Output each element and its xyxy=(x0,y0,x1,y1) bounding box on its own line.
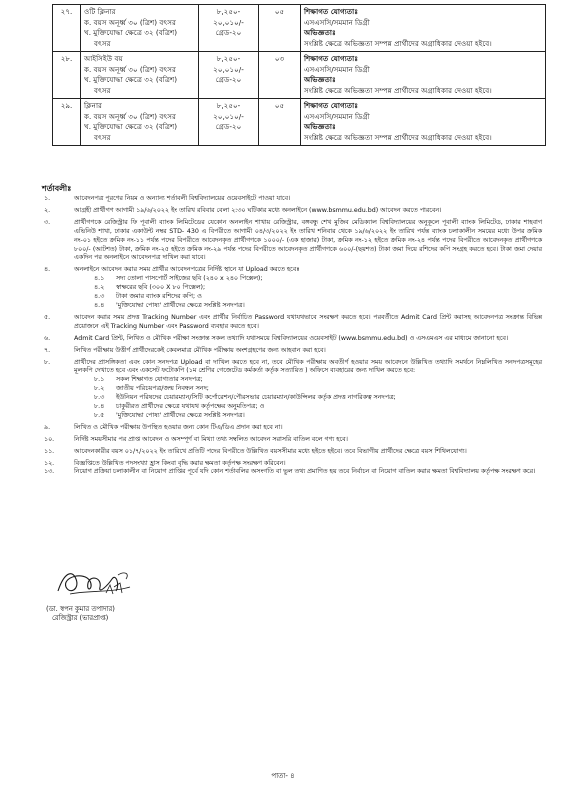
item-text: আবেদনকারীর বয়স ০১/৭/২০২২ ইং তারিখে প্রতিটি পদের বিপরীতে উল্লিখিত বয়সসীমার মধ্যে হইতে হইবে। তবে বিভাগীয় প্রার্থীদের ক্ষেত্রে বয়স শিথিলযোগ্য। xyxy=(74,447,467,455)
item-number: ১২. xyxy=(44,459,55,467)
sub-item-text: জাতীয় পরিচয়পত্র/জন্ম নিবন্ধন সনদ; xyxy=(116,385,209,393)
serial-cell: ২৮. xyxy=(53,52,81,99)
table-row xyxy=(53,5,546,52)
sub-item-text: টাকা জমার ব্যাংক রশিদের কপি; ও xyxy=(116,293,202,301)
sub-item xyxy=(42,284,542,293)
qualification-heading: শিক্ষাগত যোগ্যতাঃ xyxy=(304,101,359,110)
item-number: ৫. xyxy=(44,313,51,321)
sub-item-number: ৪.২ xyxy=(94,284,105,292)
post-count-cell: ০৩ xyxy=(259,52,301,99)
age-limit: ক. বয়স অনূর্ধ্ব ৩০ (ত্রিশ) বৎসর xyxy=(84,17,176,27)
terms-list xyxy=(42,195,542,477)
item-number: ১. xyxy=(44,195,51,202)
list-item xyxy=(42,347,542,356)
item-number: ৬. xyxy=(44,334,51,342)
item-text: আগ্রহী প্রার্থীগণ আগামী ১৯/৬/২০২২ ইং তারিখ রবিবার বেলা ২:৩০ ঘটিকার মধ্যে অনলাইনে (www.bsmmu.edu.bd) আবেদন করতে পারবেন। xyxy=(74,206,442,214)
post-name: ক্লিনার xyxy=(84,101,103,110)
item-number: ৮. xyxy=(44,358,51,366)
sub-item-text: স্বাক্ষরের ছবি (৩০০ X ৮০ পিক্সেল); xyxy=(116,284,206,292)
sub-item xyxy=(42,293,542,302)
pay-scale-min: ৮,২৫০- xyxy=(216,7,241,16)
pay-grade: গ্রেড-২০ xyxy=(215,75,242,84)
sub-item xyxy=(42,302,542,311)
sub-item-text: ইউনিয়ন পরিষদের চেয়ারম্যান/সিটি কর্পোরেশন/পৌরসভার চেয়ারম্যান/কাউন্সিলর কর্তৃক প্রদত্ত নাগরিকত্ব সনদপত্র; xyxy=(116,394,396,402)
list-item xyxy=(42,207,542,216)
sub-item xyxy=(42,376,542,385)
experience-text: সংশ্লিষ্ট ক্ষেত্রে অভিজ্ঞতা সম্পন্ন প্রার্থীদের অগ্রাধিকার দেওয়া হইবে। xyxy=(304,38,492,48)
age-unit: বৎসর xyxy=(94,132,111,142)
item-text: প্রার্থীগণকে রেজিস্ট্রার ফি পূবালী ব্যাংক লিমিটেডের যেকোন অনলাইন শাখায় রেজিস্ট্রার, বঙ্গবন্ধু শেখ মুজিব মেডিক্যাল বিশ্ববিদ্যালয়ের অনুকূলে পূবালী ব্যাংক লিমিটেড, ঢাকার শাহবাগ এভিনিউ শাখা, ঢাকার একাউন্ট নম্বর STD- 430 এ বিপরীতে আগামী ০৪/৩/২০২২ ইং তারিখ শনিবার থেকে ১৯/৬/২০২২ ইং তারিখ পর্যন্ত ব্যাংক চলাকালীন সময়ের মধ্যে উপর ক্রমিক নং-০১ হইতে ক্রমিক নং-১১ পর্যন্ত পদের বিপরীতে আবেদনকৃত প্রার্থীগণকে ১০০০/- (এক হাজার) টাকা, ক্রমিক নং-১২ হইতে ক্রমিক নং-২৪ পর্যন্ত পদের বিপরীতে আবেদনকৃত প্রার্থীগণকে ৮০০/- (আটশত) টাকা, ক্রমিক নং-২৫ হইতে ক্রমিক নং-২৯ পর্যন্ত পদের বিপরীতে আবেদনকৃত প্রার্থীগণকে ৬০০/-(ছয়শত) টাকা জমা দিয়ে রশিদের কপি সংগ্রহ করতে হবে। টাকা জমা দেয়ার একদিন পর অনলাইনে আবেদনপত্র দাখিল করা যাবে। xyxy=(74,218,542,262)
sub-item xyxy=(42,412,542,421)
signatory-name: (ডা. স্বপন কুমার তপাদার) xyxy=(46,605,115,613)
item-number: ২. xyxy=(44,206,51,214)
pay-scale-max: ২০,০১০/- xyxy=(213,111,244,121)
pay-scale-max: ২০,০১০/- xyxy=(213,17,244,27)
sub-item-text: চাকুরীরত প্রার্থীদের ক্ষেত্রে যথাযথ কর্তৃপক্ষের অনুমতিপত্র; ও xyxy=(116,403,265,411)
item-text: নিয়োগ প্রক্রিয়া চলাকালীন বা নিয়োগ প্রাপ্তির পূর্বে যদি কোন শর্তাবলির অসংগতি বা ভুল তথ্য প্রমাণিত হয় তবে নির্বাচন বা নিয়োগ বাতিল করার ক্ষমতা বিশ্ববিদ্যালয় কর্তৃপক্ষ সংরক্ষণ করে। xyxy=(74,468,536,476)
sub-item-number: ৪.৪ xyxy=(94,301,105,309)
qualification-text: এসএসসি/সমমান ডিগ্রী xyxy=(304,64,370,74)
sub-item xyxy=(42,385,542,394)
qualification-text: এসএসসি/সমমান ডিগ্রী xyxy=(304,111,370,121)
post-count-cell: ০৫ xyxy=(259,5,301,52)
sub-item-number: ৮.২ xyxy=(94,385,105,393)
page-number: পাতা- ৪ xyxy=(271,772,295,780)
sub-item-number: ৪.৩ xyxy=(94,293,105,301)
item-text: Admit Card প্রিন্ট, লিখিত ও মৌখিক পরীক্ষা সংক্রান্ত সকল তথ্যাদি যথাসময়ে বিশ্ববিদ্যালয়ের ওয়েবসাইট (www.bsmmu.edu.bd) ও এসএমএস এর মাধ্যমে জানানো হবে। xyxy=(74,334,509,342)
qualification-cell xyxy=(301,99,546,146)
qualification-cell xyxy=(301,5,546,52)
terms-heading: শর্তাবলীঃ xyxy=(42,184,72,193)
item-text: আবেদনপত্র পূরণের নিয়ম ও অন্যান্য শর্তাবলী বিশ্ববিদ্যালয়ের ওয়েবসাইটে পাওয়া যাবে। xyxy=(74,195,291,202)
sub-item-number: ৪.১ xyxy=(94,275,105,283)
post-cell xyxy=(81,99,199,146)
post-cell xyxy=(81,52,199,99)
list-item xyxy=(42,468,542,477)
item-number: ৪. xyxy=(44,266,51,274)
sub-item-number: ৮.৩ xyxy=(94,394,105,402)
qualification-heading: শিক্ষাগত যোগ্যতাঃ xyxy=(304,54,359,63)
item-number: ৭. xyxy=(44,346,51,354)
item-number: ৩. xyxy=(44,218,51,226)
age-limit-freedom-fighter: খ. মুক্তিযোদ্ধা ক্ষেত্রে ৩২ (বত্রিশ) xyxy=(84,28,178,37)
post-count-cell: ০৫ xyxy=(259,99,301,146)
experience-text: সংশ্লিষ্ট ক্ষেত্রে অভিজ্ঞতা সম্পন্ন প্রার্থীদের অগ্রাধিকার দেওয়া হইবে। xyxy=(304,132,492,142)
qualification-heading: শিক্ষাগত যোগ্যতাঃ xyxy=(304,7,359,16)
pay-scale-cell xyxy=(199,99,259,146)
serial-cell: ২৯. xyxy=(53,99,81,146)
sub-item xyxy=(42,275,542,284)
posts-table-body xyxy=(53,5,546,146)
list-item xyxy=(42,314,542,332)
list-item xyxy=(42,359,542,377)
item-text: লিখিত পরীক্ষায় উত্তীর্ণ প্রার্থীদেরকেই কেবলমাত্র মৌখিক পরীক্ষায় অংশগ্রহণের জন্য আহবান করা হবে। xyxy=(74,346,326,354)
experience-text: সংশ্লিষ্ট ক্ষেত্রে অভিজ্ঞতা সম্পন্ন প্রার্থীদের অগ্রাধিকার দেওয়া হইবে। xyxy=(304,85,492,95)
sub-item-text: সদ্য তোলা পাসপোর্ট সাইজের ছবি (২৪০ x ২৪০ পিক্সেল); xyxy=(116,275,263,283)
item-number: ৯. xyxy=(44,423,51,431)
sub-item xyxy=(42,394,542,403)
list-item xyxy=(42,195,542,204)
serial-cell: ২৭. xyxy=(53,5,81,52)
experience-heading: অভিজ্ঞতাঃ xyxy=(304,75,336,84)
sub-item-number: ৮.৪ xyxy=(94,403,105,411)
pay-scale-min: ৮,২৫০- xyxy=(216,101,241,110)
item-text: বিজ্ঞপ্তিতে উল্লিখিত পদসংখ্যা হ্রাস কিংবা বৃদ্ধি করার ক্ষমতা কর্তৃপক্ষ সংরক্ষণ করিবেন। xyxy=(74,459,286,467)
sub-item-number: ৮.১ xyxy=(94,376,105,384)
signatory-designation: রেজিস্ট্রার (ভারপ্রাপ্ত) xyxy=(52,614,109,622)
item-text: অনলাইনে আবেদন করার সময় প্রার্থীর আবেদনপত্রের নির্দিষ্ট স্থানে যা Upload করতে হবেঃ xyxy=(74,266,300,274)
post-name: আইসিইউ বয় xyxy=(84,54,123,63)
item-text: নির্দিষ্ট সময়সীমার পর প্রাপ্ত আবেদন ও অসম্পূর্ণ বা মিথ্যা তথ্য সম্বলিত আবেদন সরাসরি বাতিল বলে গণ্য হবে। xyxy=(74,435,348,443)
item-number: ১০. xyxy=(44,435,55,443)
sub-item-text: 'মুক্তিযোদ্ধা পোষ্য' প্রার্থীদের ক্ষেত্রে সংশ্লিষ্ট সনদপত্র। xyxy=(116,411,245,419)
item-number: ১১. xyxy=(44,447,55,455)
item-text: প্রার্থীদের প্রাসঙ্গিকতা এবং কোন সনদপত্র Upload বা দাখিল করতে হবে না, তবে মৌখিক পরীক্ষায় অবতীর্ণ হওয়ার সময় আবেদনে উল্লিখিত তথ্যাদি সমর্থনে নিম্নলিখিত সনদপত্রসমূহের মূলকপি দেখাতে হবে এবং একসেট ফটোকপি (১ম শ্রেণির গেজেটেড কর্মকর্তা কর্তৃক সত্যায়িত ) অফিসে ব্যবহারের জন্য দাখিল করতে হবে: xyxy=(74,358,542,375)
list-item xyxy=(42,266,542,275)
posts-table xyxy=(52,4,546,146)
signatory-block xyxy=(46,605,115,623)
post-cell xyxy=(81,5,199,52)
pay-scale-cell xyxy=(199,52,259,99)
qualification-cell xyxy=(301,52,546,99)
item-text: আবেদন করার সময় প্রদত্ত Tracking Number এবং প্রার্থীর নির্বাচিত Password যথাযথভাবে সংরক্ষণ করতে হবে। পরবর্তীতে Admit Card প্রিন্ট করাসহ আবেদনপত্র সংক্রান্ত বিভিন্ন প্রয়োজনে এই Tracking Number এবং Password ব্যবহার করতে হবে। xyxy=(74,313,542,330)
sub-item-text: সকল শিক্ষাগত যোগ্যতার সনদপত্র; xyxy=(116,376,203,384)
post-name: ওটি ক্লিনার xyxy=(84,7,116,16)
table-row xyxy=(53,99,546,146)
age-unit: বৎসর xyxy=(94,85,111,95)
list-item xyxy=(42,335,542,344)
list-item xyxy=(42,424,542,433)
sub-item-text: 'মুক্তিযোদ্ধা পোষ্য' প্রার্থীদের ক্ষেত্রে সংশ্লিষ্ট সনদপত্র। xyxy=(116,301,245,309)
pay-scale-min: ৮,২৫০- xyxy=(216,54,241,63)
pay-scale-max: ২০,০১০/- xyxy=(213,64,244,74)
list-item xyxy=(42,219,542,264)
age-limit: ক. বয়স অনূর্ধ্ব ৩০ (ত্রিশ) বৎসর xyxy=(84,64,176,74)
age-unit: বৎসর xyxy=(94,38,111,48)
list-item xyxy=(42,436,542,445)
age-limit-freedom-fighter: খ. মুক্তিযোদ্ধা ক্ষেত্রে ৩২ (বত্রিশ) xyxy=(84,75,178,84)
list-item xyxy=(42,448,542,457)
signature-image xyxy=(50,563,140,603)
item-number: ১৩. xyxy=(44,468,55,476)
table-row xyxy=(53,52,546,99)
pay-grade: গ্রেড-২০ xyxy=(215,122,242,131)
pay-scale-cell xyxy=(199,5,259,52)
age-limit-freedom-fighter: খ. মুক্তিযোদ্ধা ক্ষেত্রে ৩২ (বত্রিশ) xyxy=(84,122,178,131)
age-limit: ক. বয়স অনূর্ধ্ব ৩০ (ত্রিশ) বৎসর xyxy=(84,111,176,121)
experience-heading: অভিজ্ঞতাঃ xyxy=(304,28,336,37)
sub-item-number: ৮.৫ xyxy=(94,411,105,419)
pay-grade: গ্রেড-২০ xyxy=(215,28,242,37)
item-text: লিখিত ও মৌখিক পরীক্ষায় উপস্থিত হওয়ার জন্য কোন টিএ/ডিএ প্রদান করা হবে না। xyxy=(74,423,283,431)
experience-heading: অভিজ্ঞতাঃ xyxy=(304,122,336,131)
sub-item xyxy=(42,403,542,412)
qualification-text: এসএসসি/সমমান ডিগ্রী xyxy=(304,17,370,27)
